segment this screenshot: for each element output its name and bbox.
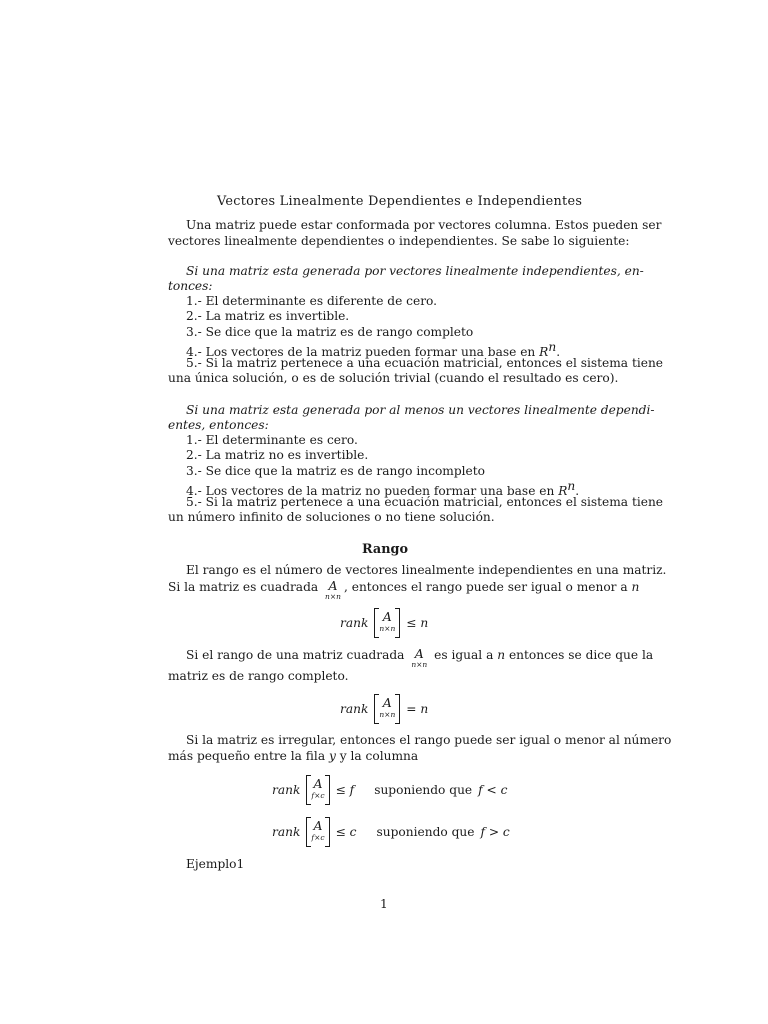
independent-item-4-text: 4.- Los vectores de la matriz pueden formar una base en [186, 345, 536, 360]
math-y: y [328, 749, 336, 763]
dependent-item-4-text: 4.- Los vectores de la matriz no pueden formar una base en [186, 484, 555, 499]
math-n-superscript: n [548, 340, 557, 354]
math-le-f: ≤ f [335, 783, 355, 797]
math-A: A [382, 695, 392, 710]
math-rank: rank [340, 616, 369, 630]
math-n-superscript: n [567, 479, 576, 493]
math-R: R [539, 345, 549, 360]
rango-p1-line-1: El rango es el número de vectores linealmente independientes en una matriz. [186, 563, 667, 577]
equation-rank-eq-n [340, 694, 428, 724]
dependent-item-5-line-2: un número infinito de soluciones o no tiene solución. [168, 510, 495, 524]
math-f-gt-c: f > c [480, 825, 510, 839]
independent-heading-line-1: Si una matriz esta generada por vectores linealmente independientes, en- [186, 264, 644, 278]
independent-item-5-line-1: 5.- Si la matriz pertenece a una ecuación matricial, entonces el sistema tiene [186, 356, 664, 370]
math-fxc: f×c [311, 833, 325, 842]
math-nxn: n×n [411, 660, 428, 669]
rango-heading: Rango [362, 542, 409, 557]
math-le-n: ≤ n [406, 616, 429, 630]
math-A: A [313, 776, 323, 791]
math-A: A [382, 609, 392, 624]
page-number: 1 [380, 897, 388, 911]
equation-rank-le-c [272, 817, 510, 847]
rango-p1-line-2 [168, 580, 639, 602]
bracket [374, 608, 400, 638]
rango-p3-line-2 [168, 749, 418, 765]
math-A: A [313, 818, 323, 833]
independent-item-1: 1.- El determinante es diferente de cero. [186, 294, 438, 308]
math-nxn: n×n [379, 624, 396, 633]
intro-line-2: vectores linealmente dependientes o independientes. Se sabe lo siguiente: [168, 234, 630, 248]
independent-item-3: 3.- Se dice que la matriz es de rango completo [186, 325, 474, 339]
dependent-item-1: 1.- El determinante es cero. [186, 433, 358, 447]
independent-item-5-line-2: una única solución, o es de solución trivial (cuando el resultado es cero). [168, 371, 619, 385]
math-rank: rank [340, 702, 369, 716]
math-nxn: n×n [379, 710, 396, 719]
supposing-label: suponiendo que [376, 825, 475, 839]
math-rank: rank [272, 825, 301, 839]
document-title: Vectores Linealmente Dependientes e Independientes [217, 194, 583, 209]
rango-p2-line-2: matriz es de rango completo. [168, 669, 349, 683]
math-rank: rank [272, 783, 301, 797]
dependent-heading-line-2: entes, entonces: [168, 418, 269, 432]
bracket [306, 775, 329, 805]
rango-p3-line-2-mid: y la columna [339, 749, 419, 763]
independent-item-2: 2.- La matriz es invertible. [186, 309, 350, 323]
dependent-item-5-line-1: 5.- Si la matriz pertenece a una ecuación matricial, entonces el sistema tiene [186, 495, 664, 509]
rango-p2-line-1-post: es igual a [434, 648, 494, 662]
math-le-c: ≤ c [335, 825, 357, 839]
dependent-item-2: 2.- La matriz no es invertible. [186, 448, 369, 462]
rango-p3-line-2-pre: más pequeño entre la fila [168, 749, 326, 763]
math-fxc: f×c [311, 791, 325, 800]
rango-p2-line-1-pre: Si el rango de una matriz cuadrada [186, 648, 405, 662]
math-nxn: n×n [325, 592, 341, 601]
matrix-A-nxn [411, 648, 427, 670]
dependent-item-3: 3.- Se dice que la matriz es de rango incompleto [186, 464, 485, 478]
rango-p3-line-1: Si la matriz es irregular, entonces el rango puede ser igual o menor al número [186, 733, 672, 747]
math-A: A [414, 646, 424, 661]
dependent-heading-line-1: Si una matriz esta generada por al menos un vectores linealmente dependi- [186, 403, 655, 417]
example-label: Ejemplo1 [186, 857, 245, 871]
math-n: n [497, 648, 506, 662]
rango-p2-line-1-end: entonces se dice que la [508, 648, 654, 662]
intro-line-1: Una matriz puede estar conformada por vectores columna. Estos pueden ser [186, 218, 662, 232]
math-eq-n: = n [406, 702, 429, 716]
rango-p2-line-1 [186, 648, 653, 670]
supposing-label: suponiendo que [374, 783, 473, 797]
math-n: n [631, 580, 640, 594]
independent-heading-line-2: tonces: [168, 279, 213, 293]
equation-rank-le-f [272, 775, 507, 805]
math-R: R [558, 484, 568, 499]
bracket [374, 694, 400, 724]
math-A: A [328, 578, 338, 593]
rango-p1-line-2-pre: Si la matriz es cuadrada [168, 580, 319, 594]
rango-p1-line-2-post: , entonces el rango puede ser igual o menor a [343, 580, 628, 594]
bracket [306, 817, 329, 847]
independent-item-4: 4.- Los vectores de la matriz pueden formar una base en $R^n$. [186, 340, 561, 360]
equation-rank-le-n [340, 608, 428, 638]
dependent-item-4: 4.- Los vectores de la matriz no pueden formar una base en $R^n$. [186, 479, 580, 499]
math-f-lt-c: f < c [478, 783, 508, 797]
matrix-A-nxn [325, 580, 341, 602]
